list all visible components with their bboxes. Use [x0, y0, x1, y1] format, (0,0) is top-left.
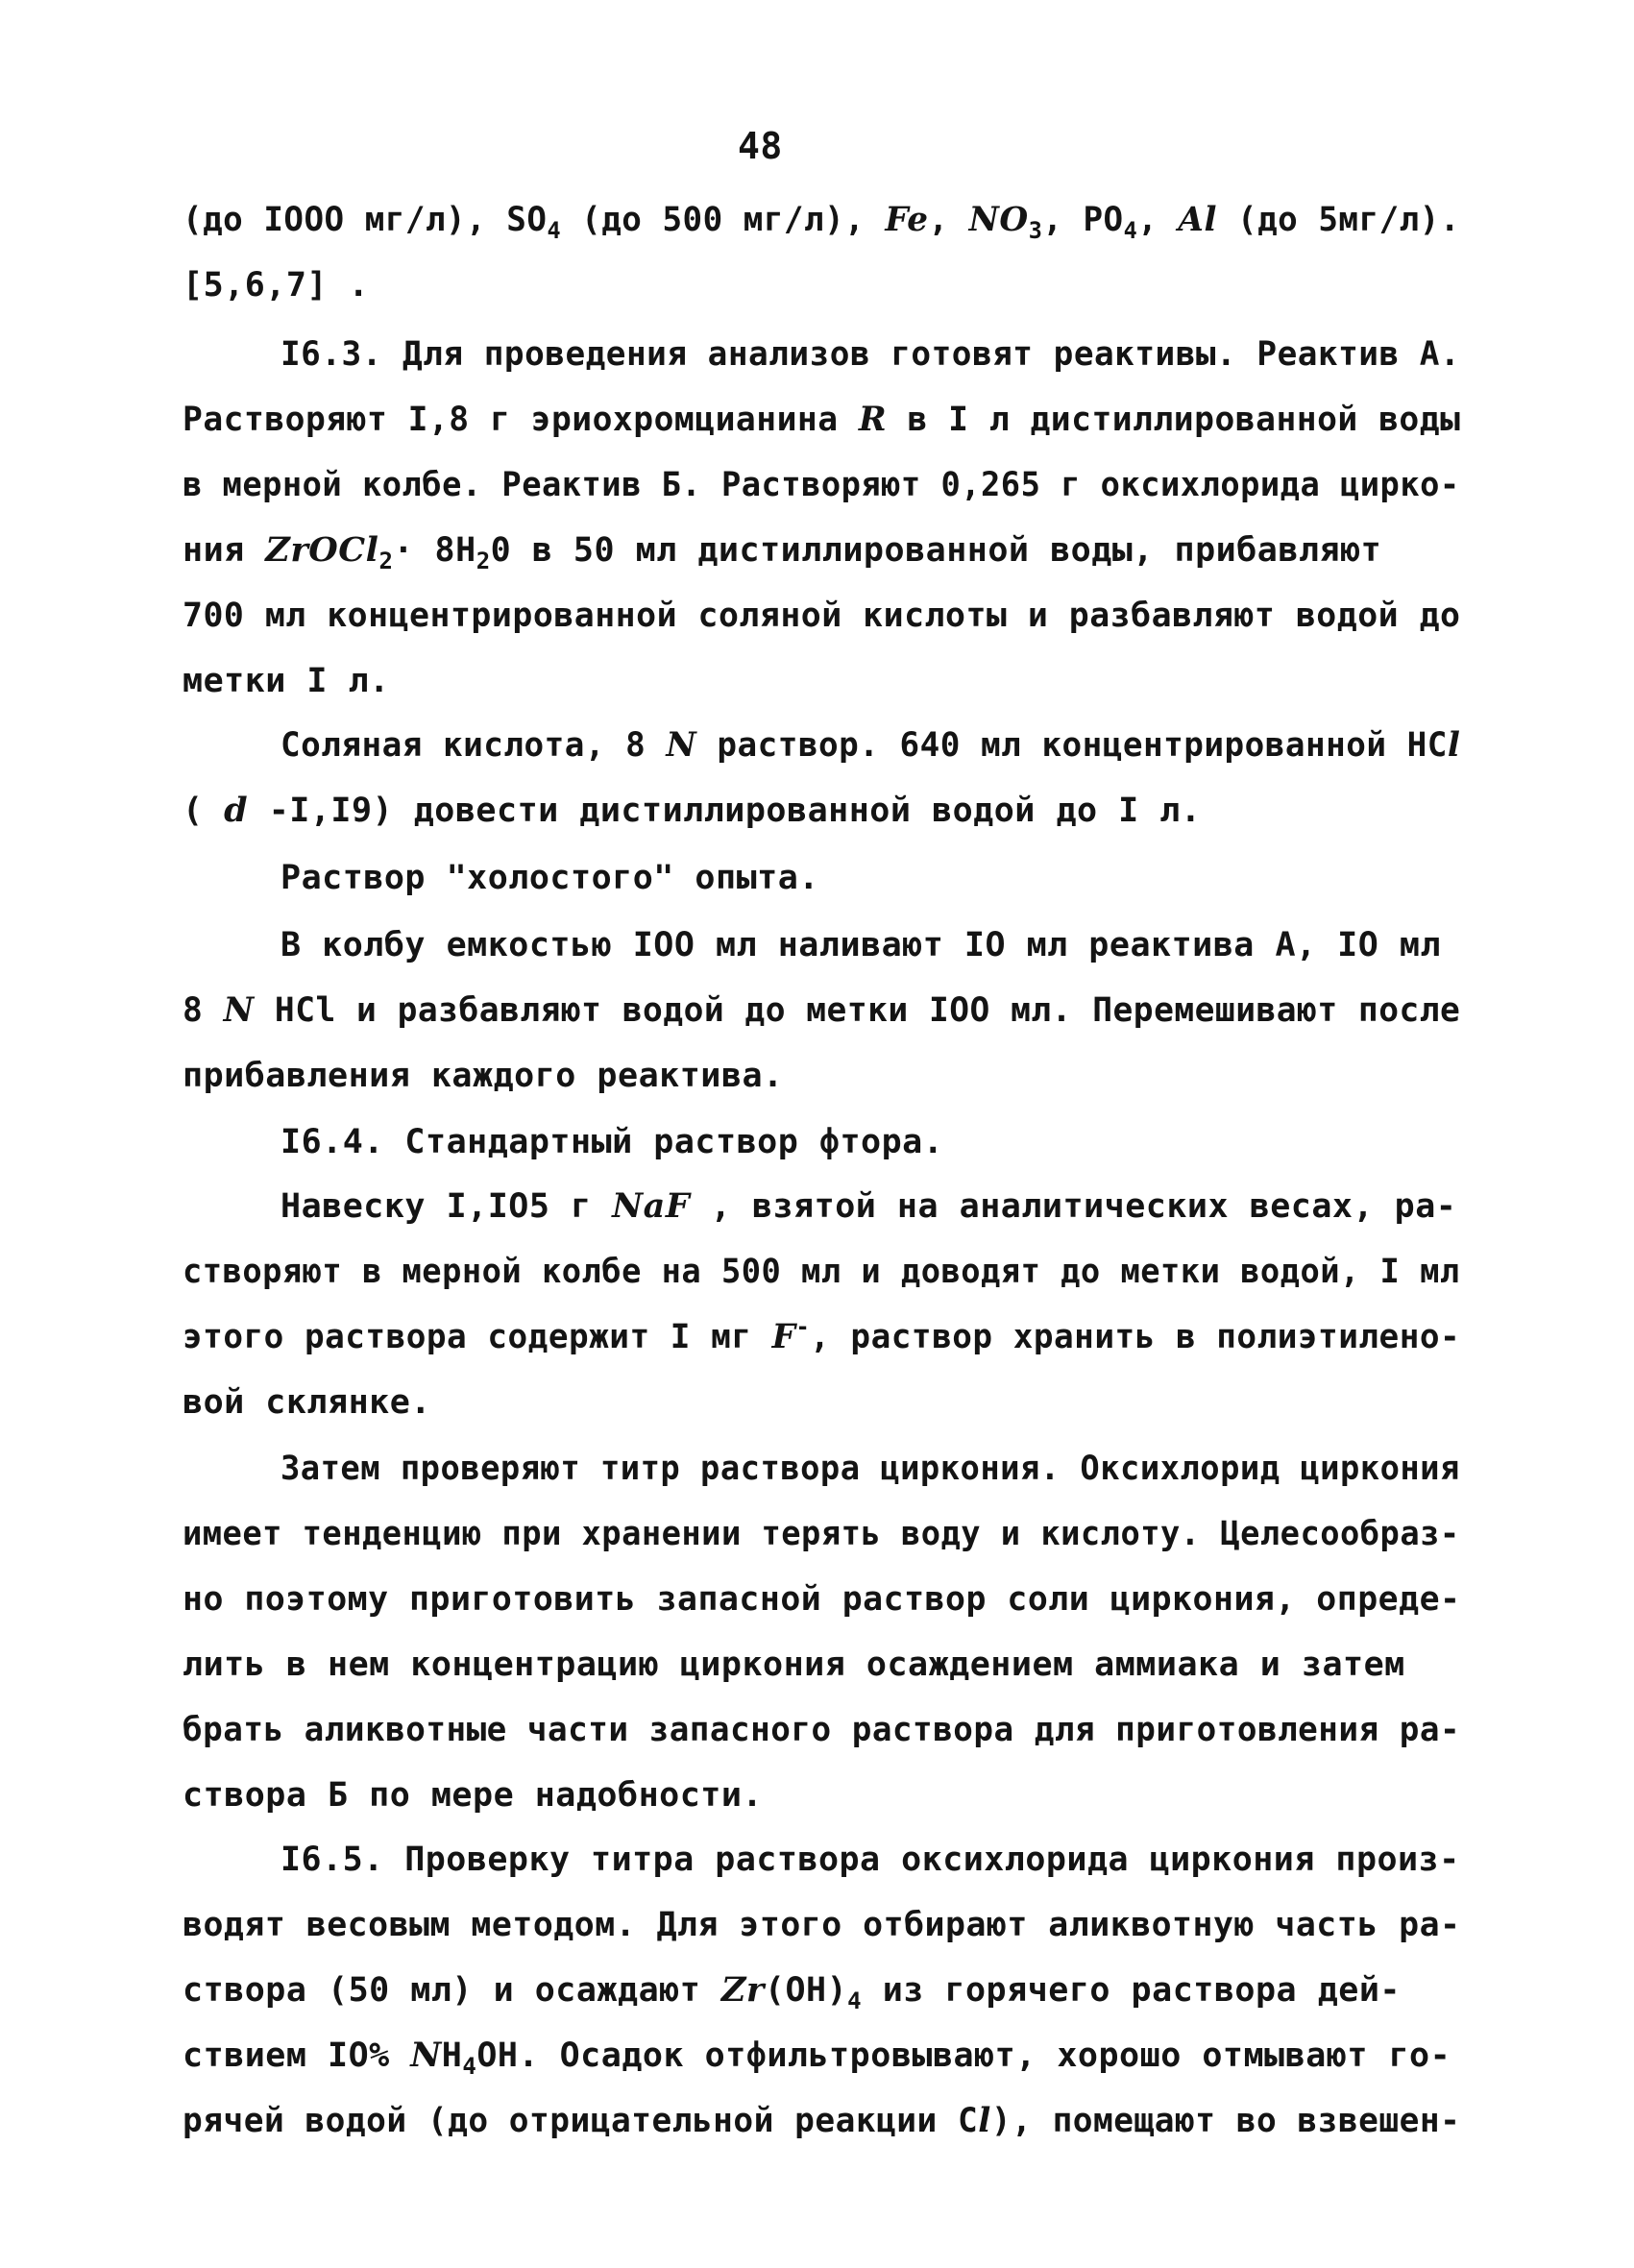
- text-line: [183, 197, 1460, 243]
- text-line: [183, 593, 1460, 639]
- text-run: 8: [183, 991, 224, 1030]
- handwritten-symbol: l: [1447, 725, 1461, 765]
- handwritten-symbol: l: [978, 2101, 991, 2140]
- handwritten-symbol: F: [771, 1317, 796, 1356]
- text-run: из горячего раствора дей-: [862, 1971, 1401, 2010]
- text-run: имеет тенденцию при хранении терять воду и кислоту. Целесообраз-: [183, 1515, 1460, 1553]
- text-run: (до 500 мг/л),: [561, 201, 886, 239]
- text-line: [183, 1642, 1405, 1688]
- text-line: [183, 1576, 1460, 1622]
- text-run: Растворяют I,8 г эриохромцианина: [183, 401, 859, 439]
- text-run: в мерной колбе. Реактив Б. Растворяют 0,265 г оксихлорида цирко-: [183, 466, 1460, 504]
- text-line: [280, 922, 1441, 968]
- page-number: 48: [738, 125, 783, 167]
- text-line: [280, 331, 1460, 378]
- text-line: [183, 1379, 431, 1426]
- text-run: · 8H: [393, 531, 476, 570]
- handwritten-symbol: d: [224, 791, 249, 830]
- text-line: [183, 2098, 1460, 2144]
- text-run: (: [183, 792, 225, 830]
- text-run: этого раствора содержит I мг: [183, 1318, 772, 1356]
- text-run: Раствор "холостого" опыта.: [280, 859, 819, 897]
- text-line: [183, 658, 390, 704]
- text-line: [280, 1119, 943, 1165]
- handwritten-symbol: NaF: [612, 1186, 691, 1226]
- text-run: В колбу емкостью IOO мл наливают IO мл реактива А, IO мл: [280, 926, 1442, 964]
- text-run: -I,I9) довести дистиллированной водой до I л.: [248, 792, 1202, 830]
- text-line: [280, 855, 819, 901]
- text-run: Соляная кислота, 8: [280, 726, 667, 765]
- text-line: [280, 1837, 1460, 1883]
- handwritten-symbol: Fe: [885, 200, 929, 239]
- text-line: [280, 1446, 1460, 1492]
- text-run: брать аликвотные части запасного раствора для приготовления ра-: [183, 1711, 1461, 1749]
- text-line: [183, 788, 1201, 834]
- text-run: 700 мл концентрированной соляной кислоты и разбавляют водой до: [183, 597, 1461, 635]
- text-line: [280, 722, 1460, 768]
- text-run: (OH): [764, 1971, 848, 2010]
- text-line: [183, 397, 1460, 443]
- text-line: [183, 1511, 1460, 1557]
- text-line: [183, 1249, 1460, 1295]
- handwritten-symbol: N: [666, 725, 697, 765]
- text-run: , раствор хранить в полиэтилено-: [810, 1318, 1461, 1356]
- text-run: Затем проверяют титр раствора циркония. Оксихлорид циркония: [280, 1450, 1460, 1488]
- text-run: Навеску I,IO5 г: [280, 1187, 613, 1226]
- text-run: I6.5. Проверку титра раствора оксихлорида циркония произ-: [280, 1841, 1460, 1879]
- text-run: , взятой на аналитических весах, ра-: [690, 1187, 1457, 1226]
- text-run: раствор. 640 мл концентрированной HC: [696, 726, 1448, 765]
- text-run: створа Б по мере надобности.: [183, 1776, 764, 1815]
- text-run: ствием IO%: [183, 2036, 411, 2075]
- handwritten-symbol: R: [858, 400, 888, 439]
- superscript: -: [795, 1313, 811, 1340]
- text-run: метки I л.: [183, 662, 390, 700]
- text-run: створяют в мерной колбе на 500 мл и доводят до метки водой, I мл: [183, 1253, 1460, 1291]
- text-run: ), помещают во взвешен-: [990, 2102, 1461, 2140]
- text-run: водят весовым методом. Для этого отбирают аликвотную часть ра-: [183, 1906, 1461, 1944]
- subscript: 3: [1028, 217, 1043, 244]
- text-line: [183, 1772, 763, 1818]
- handwritten-symbol: Zr: [720, 1970, 765, 2010]
- text-run: 0 в 50 мл дистиллированной воды, прибавляют: [490, 531, 1382, 570]
- handwritten-symbol: NO: [968, 200, 1029, 239]
- text-line: [183, 1902, 1460, 1948]
- text-run: I6.3. Для проведения анализов готовят реактивы. Реактив А.: [280, 335, 1461, 374]
- text-run: [5,6,7] .: [183, 266, 370, 305]
- text-line: [183, 262, 369, 308]
- text-run: H: [441, 2036, 463, 2075]
- text-run: рячей водой (до отрицательной реакции C: [183, 2102, 979, 2140]
- text-line: [183, 1314, 1460, 1360]
- text-run: ния: [183, 531, 266, 570]
- text-line: [280, 1183, 1456, 1230]
- text-run: лить в нем концентрацию циркония осаждением аммиака и затем: [183, 1646, 1405, 1684]
- text-run: но поэтому приготовить запасной раствор соли циркония, опреде-: [183, 1580, 1461, 1619]
- text-run: ,: [928, 201, 969, 239]
- text-line: [183, 462, 1460, 508]
- text-run: вой склянке.: [183, 1383, 431, 1422]
- handwritten-symbol: N: [410, 2036, 442, 2075]
- text-run: , PO: [1042, 201, 1124, 239]
- handwritten-symbol: N: [223, 990, 255, 1030]
- text-run: OH. Осадок отфильтровывают, хорошо отмывают го-: [476, 2036, 1451, 2075]
- subscript: 4: [462, 2053, 477, 2080]
- handwritten-symbol: ZrOCl: [265, 530, 379, 570]
- text-line: [183, 1967, 1401, 2013]
- text-line: [183, 1053, 784, 1099]
- subscript: 2: [378, 548, 394, 574]
- subscript: 4: [1123, 217, 1138, 244]
- subscript: 2: [476, 548, 491, 574]
- text-run: створа (50 мл) и осаждают: [183, 1971, 721, 2010]
- text-line: [183, 988, 1460, 1034]
- text-run: HCl и разбавляют водой до метки IOO мл. Перемешивают после: [254, 991, 1461, 1030]
- subscript: 4: [847, 1988, 863, 2014]
- text-run: прибавления каждого реактива.: [183, 1057, 784, 1095]
- text-run: (до IООО мг/л), SO: [183, 201, 548, 239]
- text-line: [183, 1707, 1460, 1753]
- handwritten-symbol: Al: [1178, 200, 1217, 239]
- subscript: 4: [547, 217, 562, 244]
- text-run: I6.4. Стандартный раствор фтора.: [280, 1123, 944, 1161]
- text-run: в I л дистиллированной воды: [887, 401, 1461, 439]
- text-run: ,: [1137, 201, 1179, 239]
- text-line: [183, 527, 1381, 573]
- text-line: [183, 2033, 1451, 2079]
- text-run: (до 5мг/л).: [1216, 201, 1460, 239]
